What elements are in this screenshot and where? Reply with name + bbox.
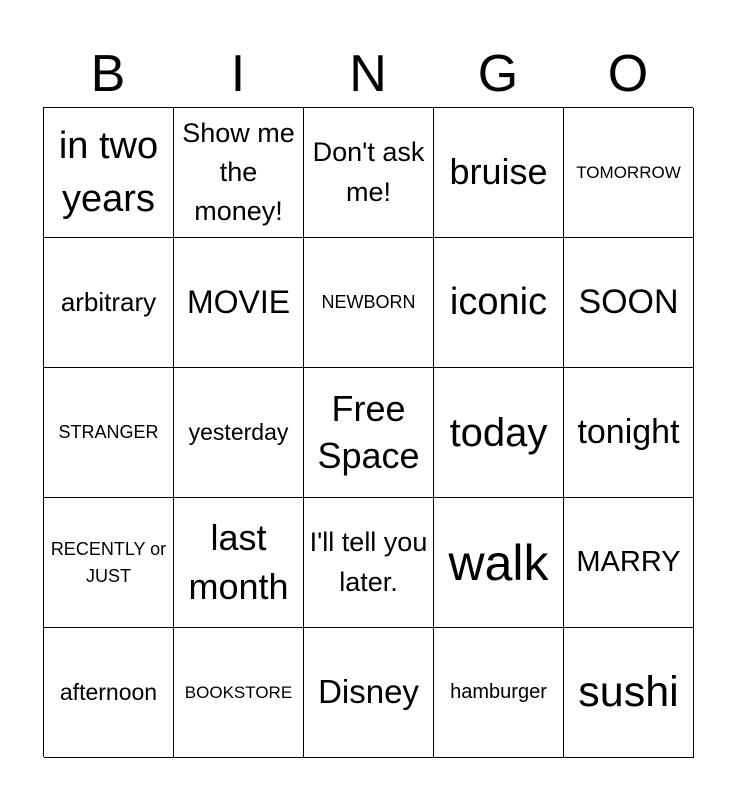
header-letter-b: B (90, 45, 126, 103)
bingo-cell-r5-c1[interactable]: afternoon (44, 628, 174, 758)
bingo-cell-r4-c3[interactable]: I'll tell you later. (304, 498, 434, 628)
bingo-cell-r4-c5[interactable]: MARRY (564, 498, 694, 628)
bingo-header (43, 40, 693, 108)
bingo-cell-r3-c3-free[interactable]: Free Space (304, 368, 434, 498)
bingo-cell-r1-c1[interactable]: in two years (44, 108, 174, 238)
header-letter-g: G (477, 45, 519, 103)
bingo-cell-r3-c1[interactable]: STRANGER (44, 368, 174, 498)
header-letter-n: N (349, 45, 387, 103)
bingo-cell-r2-c3[interactable]: NEWBORN (304, 238, 434, 368)
bingo-cell-r2-c1[interactable]: arbitrary (44, 238, 174, 368)
bingo-cell-r4-c2[interactable]: last month (174, 498, 304, 628)
bingo-board (43, 107, 693, 757)
bingo-cell-r1-c2[interactable]: Show me the money! (174, 108, 304, 238)
bingo-cell-r2-c5[interactable]: SOON (564, 238, 694, 368)
bingo-cell-r3-c5[interactable]: tonight (564, 368, 694, 498)
bingo-cell-r1-c4[interactable]: bruise (434, 108, 564, 238)
header-letter-o: O (607, 45, 649, 103)
header-letter-i: I (230, 45, 246, 103)
bingo-cell-r1-c5[interactable]: TOMORROW (564, 108, 694, 238)
bingo-cell-r5-c5[interactable]: sushi (564, 628, 694, 758)
bingo-cell-r3-c4[interactable]: today (434, 368, 564, 498)
bingo-cell-r4-c4[interactable]: walk (434, 498, 564, 628)
bingo-cell-r1-c3[interactable]: Don't ask me! (304, 108, 434, 238)
bingo-cell-r2-c4[interactable]: iconic (434, 238, 564, 368)
bingo-cell-r4-c1[interactable]: RECENTLY or JUST (44, 498, 174, 628)
bingo-cell-r2-c2[interactable]: MOVIE (174, 238, 304, 368)
bingo-cell-r5-c3[interactable]: Disney (304, 628, 434, 758)
bingo-cell-r5-c4[interactable]: hamburger (434, 628, 564, 758)
bingo-cell-r3-c2[interactable]: yesterday (174, 368, 304, 498)
bingo-cell-r5-c2[interactable]: BOOKSTORE (174, 628, 304, 758)
